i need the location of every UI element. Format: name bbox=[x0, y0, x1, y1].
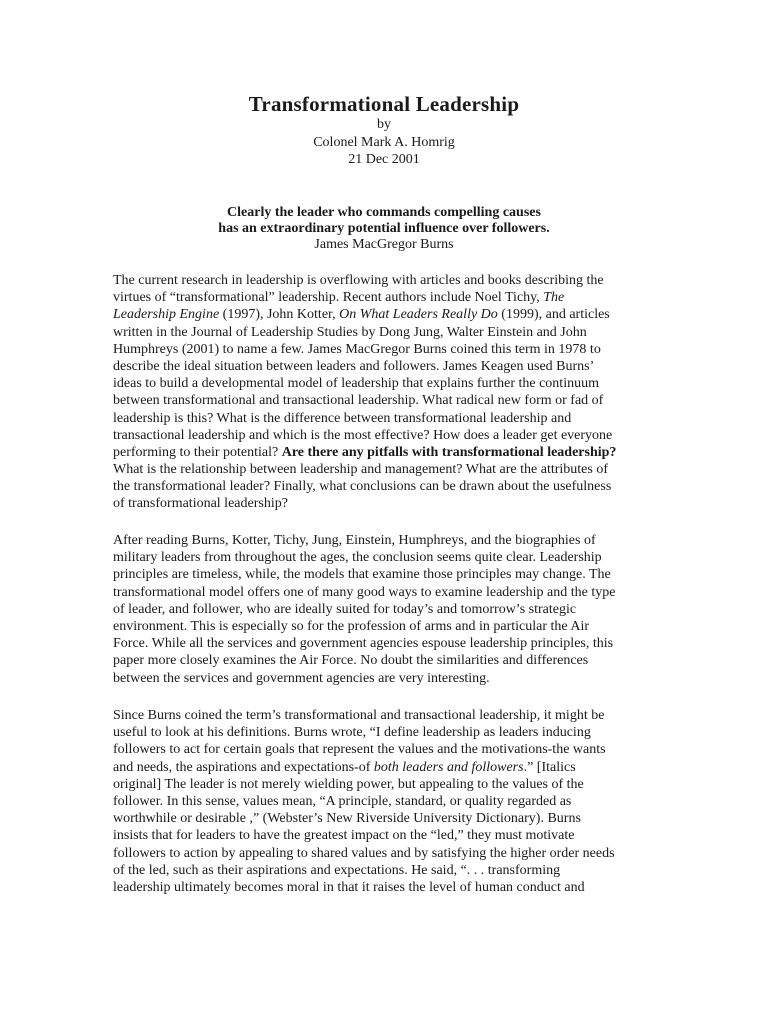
paragraph-line: the transformational leader? Finally, what conclusions can be drawn about the usefulness bbox=[113, 479, 612, 495]
epigraph-line-2: has an extraordinary potential influence over followers. bbox=[218, 221, 550, 236]
paragraph-line: between the services and government agencies are very interesting. bbox=[113, 670, 490, 686]
author-name: Colonel Mark A. Homrig bbox=[313, 135, 455, 150]
paragraph-2 bbox=[113, 532, 661, 687]
paragraph-1 bbox=[113, 272, 661, 513]
byline: by bbox=[377, 117, 391, 132]
text-run: virtues of “transformational” leadership. Recent authors include Noel Tichy, bbox=[113, 290, 544, 306]
paragraph-line: follower. In this sense, values mean, “A principle, standard, or quality regarded as bbox=[113, 793, 572, 809]
paragraph-line: describe the ideal situation between leaders and followers. James Keagen used Burns’ bbox=[113, 358, 595, 374]
paragraph-line: of the led, such as their aspirations and expectations. He said, “. . . transforming bbox=[113, 862, 561, 878]
text-run: performing to their potential? bbox=[113, 444, 282, 460]
book-title-italic: Leadership Engine bbox=[113, 307, 220, 323]
paragraph-line: followers to act for certain goals that represent the values and the motivations-the wants bbox=[113, 742, 606, 758]
book-title-italic: On What Leaders Really Do bbox=[339, 307, 498, 323]
paragraph-line: ideas to build a developmental model of leadership that explains further the continuum bbox=[113, 376, 599, 392]
paragraph-line: environment. This is especially so for the profession of arms and in particular the Air bbox=[113, 618, 590, 634]
document-title: Transformational Leadership bbox=[248, 92, 520, 116]
book-title-italic: The bbox=[543, 290, 565, 306]
paragraph-line: military leaders from throughout the ages, the conclusion seems quite clear. Leadership bbox=[113, 550, 602, 566]
emphasis-italic: both leaders and followers bbox=[373, 759, 524, 775]
paragraph-line bbox=[113, 289, 661, 306]
paragraph-line: insists that for leaders to have the greatest impact on the “led,” they must motivate bbox=[113, 828, 575, 844]
paragraph-line: Since Burns coined the term’s transformational and transactional leadership, it might be bbox=[113, 708, 605, 723]
paragraph-line: The current research in leadership is overflowing with articles and books describing the bbox=[113, 273, 604, 288]
paragraph-line bbox=[113, 444, 661, 461]
paragraph-3 bbox=[113, 707, 661, 896]
paragraph-line: Humphreys (2001) to name a few. James MacGregor Burns coined this term in 1978 to bbox=[113, 341, 601, 357]
paragraph-line: After reading Burns, Kotter, Tichy, Jung, Einstein, Humphreys, and the biographies of bbox=[113, 533, 596, 548]
text-run: (1999), and articles bbox=[497, 307, 610, 323]
paragraph-line: principles are timeless, while, the models that examine those principles may change. The bbox=[113, 567, 611, 583]
paragraph-line: worthwhile or desirable ,” (Webster’s New Riverside University Dictionary). Burns bbox=[113, 811, 581, 827]
paragraph-line bbox=[113, 306, 661, 323]
paragraph-line: original] The leader is not merely wielding power, but appealing to the values of the bbox=[113, 776, 584, 792]
paragraph-line: useful to look at his definitions. Burns wrote, “I define leadership as leaders inducing bbox=[113, 725, 591, 741]
paragraph-line: leadership is this? What is the difference between transformational leadership and bbox=[113, 410, 572, 426]
document-date: 21 Dec 2001 bbox=[348, 152, 420, 167]
paragraph-line: followers to action by appealing to shared values and by satisfying the higher order needs bbox=[113, 845, 615, 861]
paragraph-line: transactional leadership and which is the most effective? How does a leader get everyone bbox=[113, 427, 613, 443]
paragraph-line: leadership ultimately becomes moral in that it raises the level of human conduct and bbox=[113, 879, 585, 895]
paragraph-line: transformational model offers one of many good ways to examine leadership and the type bbox=[113, 584, 616, 600]
paragraph-line: of leader, and follower, who are ideally suited for today’s and tomorrow’s strategic bbox=[113, 601, 577, 617]
paragraph-line: paper more closely examines the Air Force. No doubt the similarities and differences bbox=[113, 653, 589, 669]
paragraph-line: What is the relationship between leadership and management? What are the attributes of bbox=[113, 462, 608, 478]
text-run: (1997), John Kotter, bbox=[219, 307, 340, 323]
epigraph-line-1: Clearly the leader who commands compelling causes bbox=[227, 205, 541, 220]
paragraph-line: of transformational leadership? bbox=[113, 496, 288, 512]
text-run: and needs, the aspirations and expectations-of bbox=[113, 759, 374, 775]
paragraph-line bbox=[113, 759, 661, 776]
paragraph-line: between transformational and transactional leadership. What radical new form or fad of bbox=[113, 393, 604, 409]
epigraph-attribution: James MacGregor Burns bbox=[314, 237, 454, 252]
bold-question: Are there any pitfalls with transformational leadership? bbox=[281, 444, 617, 460]
paragraph-line: Force. While all the services and government agencies espouse leadership principles, this bbox=[113, 636, 614, 652]
text-run: .” [Italics bbox=[523, 759, 576, 775]
paragraph-line: written in the Journal of Leadership Studies by Dong Jung, Walter Einstein and John bbox=[113, 324, 587, 340]
